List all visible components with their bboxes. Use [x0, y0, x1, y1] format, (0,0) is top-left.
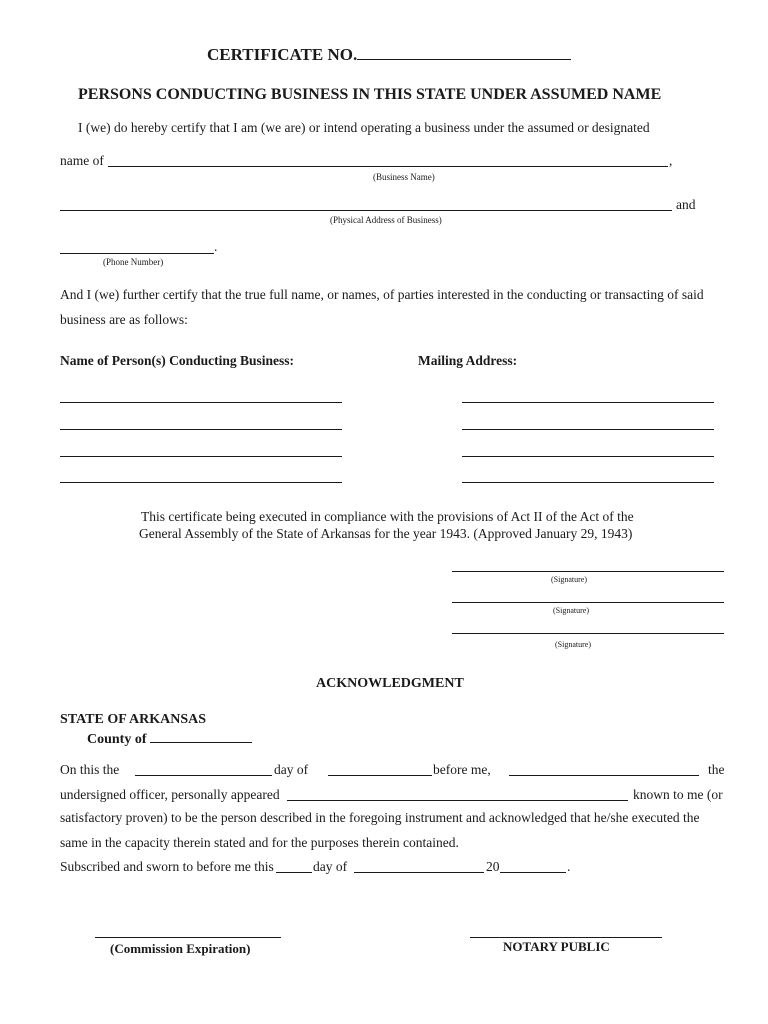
phone-end-period: .	[214, 239, 218, 254]
capacity-text: same in the capacity therein stated and for the purposes therein contained.	[60, 835, 459, 850]
state-label: STATE OF ARKANSAS	[60, 712, 206, 727]
the-label: the	[708, 762, 725, 777]
county-line	[87, 730, 252, 748]
signature-caption-2: (Signature)	[553, 606, 589, 615]
satisfactory-text: satisfactory proven) to be the person described in the foregoing instrument and acknowledged that he/she executed the	[60, 810, 700, 825]
ack-day-of-label: day of	[274, 762, 309, 777]
year-prefix: 20	[486, 859, 500, 874]
ack-day-field[interactable]	[135, 775, 272, 776]
names-heading: Name of Person(s) Conducting Business:	[60, 353, 295, 368]
mailing-address-field-2[interactable]	[462, 429, 714, 430]
notary-signature-field[interactable]	[470, 937, 662, 938]
physical-address-field[interactable]	[60, 210, 672, 211]
ack-month-field[interactable]	[328, 775, 432, 776]
page-title: PERSONS CONDUCTING BUSINESS IN THIS STATE UNDER ASSUMED NAME	[78, 86, 662, 103]
subscribed-period: .	[567, 859, 571, 874]
known-to-me-label: known to me (or	[633, 787, 723, 802]
person-name-field-4[interactable]	[60, 482, 342, 483]
officer-name-field[interactable]	[509, 775, 699, 776]
commission-expiration-label: (Commission Expiration)	[110, 941, 251, 956]
signature-field-1[interactable]	[452, 571, 724, 572]
compliance-text-line1: This certificate being executed in compliance with the provisions of Act II of the Act of the	[141, 509, 634, 524]
name-of-label: name of	[60, 153, 104, 168]
compliance-text-line2: General Assembly of the State of Arkansas for the year 1943. (Approved January 29, 1943)	[139, 526, 633, 541]
undersigned-label: undersigned officer, personally appeared	[60, 787, 280, 802]
signature-field-3[interactable]	[452, 633, 724, 634]
certificate-number-field[interactable]	[357, 44, 571, 60]
county-field[interactable]	[150, 730, 252, 743]
phone-number-field[interactable]	[60, 253, 214, 254]
mailing-address-field-3[interactable]	[462, 456, 714, 457]
person-name-field-1[interactable]	[60, 402, 342, 403]
physical-address-caption: (Physical Address of Business)	[330, 215, 442, 225]
mailing-address-field-1[interactable]	[462, 402, 714, 403]
appeared-person-field[interactable]	[287, 800, 628, 801]
mailing-address-field-4[interactable]	[462, 482, 714, 483]
county-label: County of	[87, 732, 147, 747]
before-me-label: before me,	[433, 762, 491, 777]
subscribed-day-field[interactable]	[276, 872, 312, 873]
person-name-field-2[interactable]	[60, 429, 342, 430]
business-name-caption: (Business Name)	[373, 172, 435, 182]
intro-text: I (we) do hereby certify that I am (we are) or intend operating a business under the assumed or designated	[78, 120, 650, 135]
subscribed-label: Subscribed and sworn to before me this	[60, 859, 274, 874]
acknowledgment-heading: ACKNOWLEDGMENT	[316, 676, 464, 691]
signature-field-2[interactable]	[452, 602, 724, 603]
signature-caption-1: (Signature)	[551, 575, 587, 584]
certificate-number-line	[207, 44, 571, 65]
on-this-label: On this the	[60, 762, 120, 777]
subscribed-year-field[interactable]	[500, 872, 566, 873]
commission-expiration-field[interactable]	[95, 937, 281, 938]
person-name-field-3[interactable]	[60, 456, 342, 457]
phone-number-caption: (Phone Number)	[103, 257, 164, 267]
and-label: and	[676, 197, 696, 212]
subscribed-month-field[interactable]	[354, 872, 484, 873]
notary-public-label: NOTARY PUBLIC	[503, 939, 610, 954]
name-end-comma: ,	[669, 153, 673, 168]
signature-caption-3: (Signature)	[555, 640, 591, 649]
subscribed-day-of-label: day of	[313, 859, 348, 874]
further-certify-text-line1: And I (we) further certify that the true full name, or names, of parties interested in the conducting or transacting of said	[60, 287, 704, 302]
mailing-address-heading: Mailing Address:	[418, 353, 518, 368]
certificate-label: CERTIFICATE NO.	[207, 45, 358, 64]
business-name-field[interactable]	[108, 166, 668, 167]
further-certify-text-line2: business are as follows:	[60, 312, 188, 327]
